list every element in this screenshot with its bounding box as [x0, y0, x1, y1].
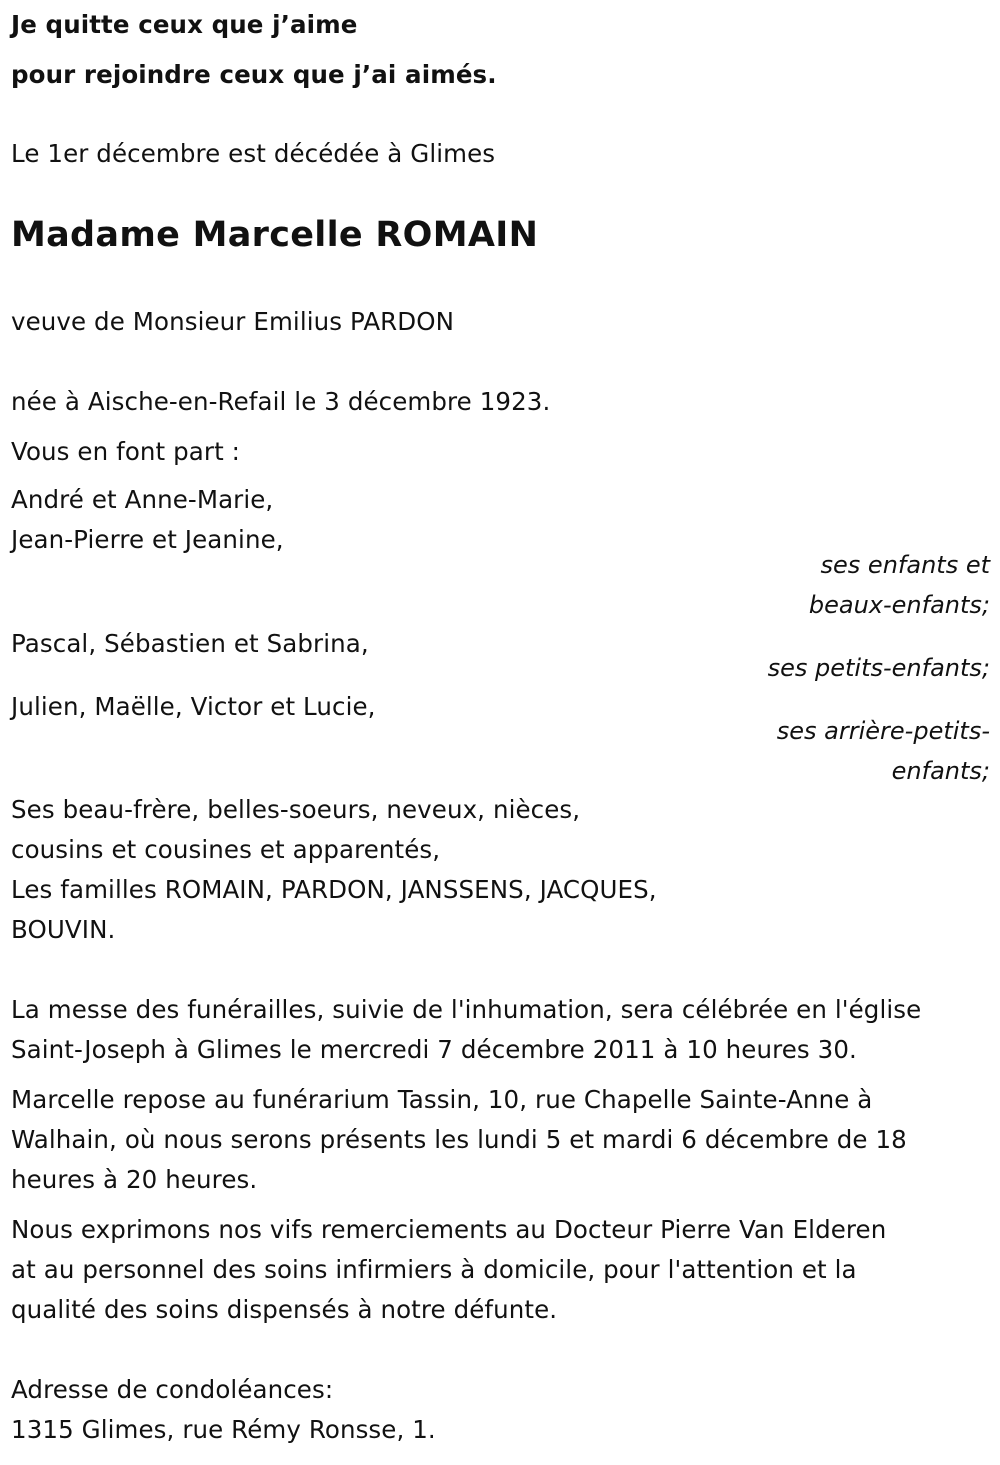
relatives-line-3: Les familles ROMAIN, PARDON, JANSSENS, JACQUES,: [11, 875, 657, 904]
grandchildren-relation: ses petits-enfants;: [767, 654, 990, 682]
children-names-1: André et Anne-Marie,: [11, 485, 274, 514]
deceased-name: Madame Marcelle ROMAIN: [11, 215, 539, 255]
epigraph-line-1: Je quitte ceux que j’aime: [11, 10, 358, 39]
widow-of: veuve de Monsieur Emilius PARDON: [11, 307, 455, 336]
relatives-line-2: cousins et cousines et apparentés,: [11, 835, 441, 864]
great-grandchildren-names: Julien, Maëlle, Victor et Lucie,: [11, 692, 376, 721]
thanks-line-2: at au personnel des soins infirmiers à domicile, pour l'attention et la: [11, 1255, 857, 1284]
repose-line-2: Walhain, où nous serons présents les lundi 5 et mardi 6 décembre de 18: [11, 1125, 907, 1154]
thanks-line-1: Nous exprimons nos vifs remerciements au Docteur Pierre Van Elderen: [11, 1215, 887, 1244]
condolences-label: Adresse de condoléances:: [11, 1375, 334, 1404]
condolences-address: 1315 Glimes, rue Rémy Ronsse, 1.: [11, 1415, 436, 1444]
birth-info: née à Aische-en-Refail le 3 décembre 1923.: [11, 387, 551, 416]
relatives-line-1: Ses beau-frère, belles-soeurs, neveux, nièces,: [11, 795, 581, 824]
great-grandchildren-relation-1: ses arrière-petits-: [776, 717, 990, 745]
thanks-line-3: qualité des soins dispensés à notre défunte.: [11, 1295, 558, 1324]
funeral-line-2: Saint-Joseph à Glimes le mercredi 7 décembre 2011 à 10 heures 30.: [11, 1035, 857, 1064]
repose-line-3: heures à 20 heures.: [11, 1165, 258, 1194]
funeral-line-1: La messe des funérailles, suivie de l'inhumation, sera célébrée en l'église: [11, 995, 922, 1024]
epigraph-line-2: pour rejoindre ceux que j’ai aimés.: [11, 60, 497, 89]
children-relation-2: beaux-enfants;: [808, 591, 990, 619]
notify-intro: Vous en font part :: [11, 437, 241, 466]
repose-line-1: Marcelle repose au funérarium Tassin, 10, rue Chapelle Sainte-Anne à: [11, 1085, 873, 1114]
great-grandchildren-relation-2: enfants;: [891, 757, 990, 785]
announcement: Le 1er décembre est décédée à Glimes: [11, 139, 496, 168]
children-relation-1: ses enfants et: [820, 551, 990, 579]
children-names-2: Jean-Pierre et Jeanine,: [11, 525, 284, 554]
grandchildren-names: Pascal, Sébastien et Sabrina,: [11, 629, 369, 658]
relatives-line-4: BOUVIN.: [11, 915, 116, 944]
